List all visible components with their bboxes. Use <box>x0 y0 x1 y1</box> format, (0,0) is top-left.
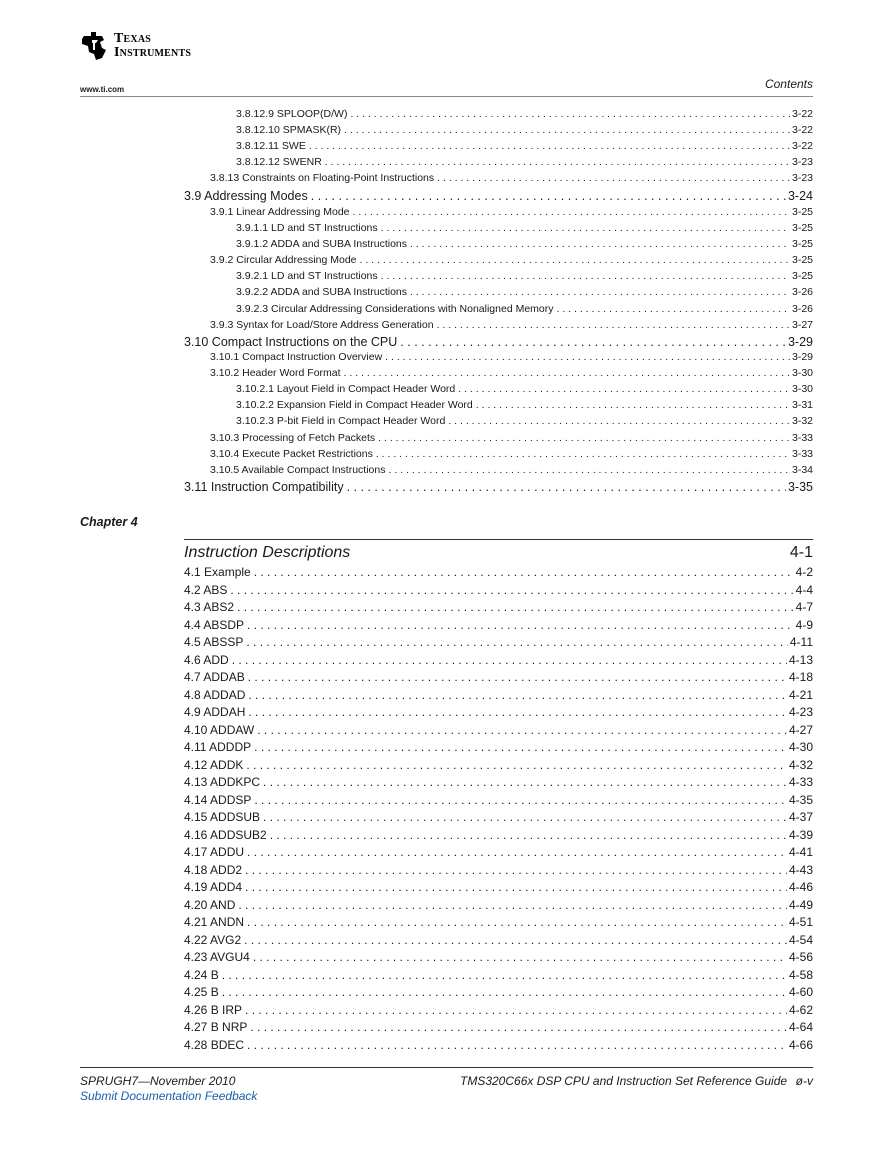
toc-entry-label: 4.7 ADDAB <box>184 670 245 684</box>
toc-entry-label: 4.27 B NRP <box>184 1020 248 1034</box>
toc-entry-page: 3-30 <box>791 367 813 379</box>
toc-entry[interactable] <box>184 740 813 754</box>
toc-entry-label: 3.8.12.9 SPLOOP(D/W) <box>236 108 348 120</box>
toc-entry-label: 3.10.1 Compact Instruction Overview <box>210 351 383 363</box>
toc-entry-page: 4-9 <box>795 617 813 632</box>
toc-entry[interactable] <box>236 399 813 411</box>
toc-entry[interactable] <box>184 565 813 579</box>
toc-entry-page: 3-25 <box>791 206 813 218</box>
toc-entry[interactable] <box>236 238 813 250</box>
toc-leader-dots <box>222 985 787 999</box>
toc-entry[interactable] <box>184 793 813 807</box>
toc-entry[interactable] <box>210 464 813 476</box>
toc-entry[interactable] <box>210 319 813 331</box>
toc-entry[interactable] <box>184 863 813 877</box>
toc-leader-dots <box>263 810 787 824</box>
toc-entry-page: 4-33 <box>788 775 813 789</box>
toc-entry-label: 4.23 AVGU4 <box>184 950 250 964</box>
toc-entry[interactable] <box>236 140 813 152</box>
toc-entry-label: 4.26 B IRP <box>184 1002 243 1017</box>
toc-leader-dots <box>376 448 790 460</box>
toc-leader-dots <box>378 432 790 444</box>
toc-leader-dots <box>263 775 787 789</box>
toc-entry-page: 3-26 <box>791 286 813 298</box>
toc-entry-label: 3.8.12.11 SWE <box>236 140 306 152</box>
toc-entry-page: 4-4 <box>795 582 813 597</box>
feedback-link[interactable]: Submit Documentation Feedback <box>80 1089 258 1103</box>
toc-entry-page: 3-25 <box>791 270 813 282</box>
toc-entry-label: 4.28 BDEC <box>184 1037 245 1052</box>
toc-entry-label: 3.9.2.3 Circular Addressing Considerations with Nonaligned Memory <box>236 303 554 315</box>
toc-leader-dots <box>245 863 787 877</box>
toc-entry[interactable] <box>184 1038 813 1052</box>
toc-entry[interactable] <box>210 206 813 218</box>
toc-entry-page: 3-29 <box>787 335 813 349</box>
toc-entry-page: 4-7 <box>795 600 813 614</box>
toc-entry-page: 4-2 <box>795 565 813 579</box>
toc-entry-label: 3.8.12.10 SPMASK(R) <box>236 124 342 136</box>
toc-leader-dots <box>248 705 787 719</box>
toc-leader-dots <box>410 238 790 250</box>
toc-leader-dots <box>325 156 790 168</box>
toc-entry-page: 4-32 <box>788 757 813 772</box>
ti-logo <box>80 28 191 64</box>
toc-entry-label: 4.4 ABSDP <box>184 617 245 632</box>
toc-leader-dots <box>400 335 786 349</box>
toc-entry-page: 4-58 <box>788 967 813 982</box>
toc-entry[interactable] <box>236 286 813 298</box>
toc-leader-dots <box>246 758 787 772</box>
toc-entry-page: 3-34 <box>791 464 813 476</box>
toc-entry-label: 4.1 Example <box>184 565 251 579</box>
toc-entry-page: 4-62 <box>788 1002 813 1017</box>
toc-leader-dots <box>437 319 790 331</box>
toc-entry-label: 3.9.1.1 LD and ST Instructions <box>236 222 378 234</box>
toc-leader-dots <box>476 399 790 411</box>
toc-leader-dots <box>247 1038 787 1052</box>
toc-leader-dots <box>247 845 787 859</box>
toc-entry-page: 4-46 <box>788 880 813 894</box>
toc-leader-dots <box>247 618 794 632</box>
toc-leader-dots <box>254 565 794 579</box>
toc-entry-label: 3.10.3 Processing of Fetch Packets <box>210 432 376 444</box>
toc-leader-dots <box>360 254 790 266</box>
toc-leader-dots <box>230 583 793 597</box>
toc-entry-page: 4-43 <box>788 862 813 877</box>
toc-entry[interactable] <box>236 303 813 315</box>
toc-entry[interactable] <box>184 653 813 667</box>
toc-entry[interactable] <box>184 688 813 702</box>
toc-entry-label: 3.10.5 Available Compact Instructions <box>210 464 386 476</box>
toc-entry-label: 4.22 AVG2 <box>184 932 242 947</box>
toc-leader-dots <box>448 415 790 427</box>
toc-entry-page: 4-23 <box>788 705 813 719</box>
toc-leader-dots <box>353 206 790 218</box>
toc-entry-page: 3-24 <box>787 189 813 203</box>
toc-entry-page: 3-23 <box>791 156 813 168</box>
toc-entry[interactable] <box>184 898 813 912</box>
chapter-rule <box>184 539 813 540</box>
toc-entry[interactable] <box>236 270 813 282</box>
toc-entry-page: 4-66 <box>788 1037 813 1052</box>
toc-entry-label: 4.16 ADDSUB2 <box>184 827 267 842</box>
toc-entry[interactable] <box>184 968 813 982</box>
toc-entry-label: 4.3 ABS2 <box>184 600 235 614</box>
toc-entry-page: 3-25 <box>791 222 813 234</box>
toc-leader-dots <box>410 286 790 298</box>
toc-entry[interactable] <box>184 335 813 349</box>
toc-entry-page: 4-11 <box>789 635 813 649</box>
toc-entry[interactable] <box>184 915 813 929</box>
toc-entry-label: 3.9 Addressing Modes <box>184 189 308 203</box>
toc-entry[interactable] <box>184 600 813 614</box>
toc-entry[interactable] <box>184 723 813 737</box>
toc-entry-page: 3-33 <box>791 448 813 460</box>
toc-entry[interactable] <box>236 415 813 427</box>
chapter-title: Instruction Descriptions <box>184 544 351 561</box>
toc-leader-dots <box>385 351 790 363</box>
toc-entry-label: 4.18 ADD2 <box>184 862 243 877</box>
toc-entry[interactable] <box>184 933 813 947</box>
toc-entry-page: 3-23 <box>791 172 813 184</box>
toc-entry-page: 3-25 <box>791 238 813 250</box>
toc-entry[interactable] <box>184 880 813 894</box>
toc-entry-page: 4-60 <box>788 985 813 999</box>
logo-line1: Texas <box>114 31 152 46</box>
toc-entry[interactable] <box>210 172 813 184</box>
toc-entry[interactable] <box>184 775 813 789</box>
toc-entry-label: 3.10.2.1 Layout Field in Compact Header Word <box>236 383 456 395</box>
toc-entry-label: 4.17 ADDU <box>184 845 245 859</box>
toc-entry-page: 4-64 <box>788 1020 813 1034</box>
toc-entry-label: 4.12 ADDK <box>184 757 244 772</box>
logo-line2: Instruments <box>114 45 192 60</box>
toc-entry-page: 3-22 <box>791 124 813 136</box>
toc-entry-label: 3.10.4 Execute Packet Restrictions <box>210 448 373 460</box>
toc-leader-dots <box>244 933 787 947</box>
toc-leader-dots <box>238 898 787 912</box>
toc-entry[interactable] <box>184 950 813 964</box>
toc-entry-page: 4-37 <box>788 810 813 824</box>
toc-leader-dots <box>309 140 790 152</box>
toc-entry[interactable] <box>184 810 813 824</box>
toc-entry[interactable] <box>184 758 813 772</box>
toc-entry-page: 4-54 <box>788 932 813 947</box>
toc-entry[interactable] <box>184 705 813 719</box>
footer-rule <box>80 1067 813 1068</box>
toc-leader-dots <box>458 383 790 395</box>
toc-entry-label: 3.9.3 Syntax for Load/Store Address Generation <box>210 319 434 331</box>
toc-leader-dots <box>344 367 790 379</box>
toc-entry-page: 4-56 <box>788 950 813 964</box>
toc-entry-label: 3.9.1.2 ADDA and SUBA Instructions <box>236 238 408 250</box>
toc-entry[interactable] <box>236 108 813 120</box>
toc-entry-page: 4-49 <box>788 897 813 912</box>
toc-entry-label: 3.9.2 Circular Addressing Mode <box>210 254 357 266</box>
toc-entry-label: 4.8 ADDAD <box>184 687 246 702</box>
toc-entry-label: 3.10.2.2 Expansion Field in Compact Header Word <box>236 399 473 411</box>
toc-leader-dots <box>222 968 787 982</box>
toc-entry-label: 3.10 Compact Instructions on the CPU <box>184 335 398 349</box>
toc-entry-label: 4.21 ANDN <box>184 915 245 929</box>
toc-entry[interactable] <box>184 480 813 494</box>
toc-entry[interactable] <box>236 383 813 395</box>
toc-entry-label: 4.9 ADDAH <box>184 705 246 719</box>
toc-entry[interactable] <box>184 189 813 203</box>
toc-entry-label: 4.15 ADDSUB <box>184 810 261 824</box>
toc-entry-page: 3-32 <box>791 415 813 427</box>
toc-entry-page: 4-18 <box>788 670 813 684</box>
chapter-page: 4-1 <box>789 544 813 561</box>
toc-leader-dots <box>250 1020 787 1034</box>
toc-leader-dots <box>245 1003 787 1017</box>
toc-entry-label: 3.11 Instruction Compatibility <box>184 480 344 494</box>
toc-entry-label: 4.6 ADD <box>184 652 229 667</box>
toc-entry-page: 3-25 <box>791 254 813 266</box>
footer-doc-title: TMS320C66x DSP CPU and Instruction Set Reference Guide <box>460 1074 788 1088</box>
toc-entry[interactable] <box>184 1020 813 1034</box>
toc-leader-dots <box>347 480 786 494</box>
toc-entry[interactable] <box>210 351 813 363</box>
toc-leader-dots <box>248 688 787 702</box>
toc-entry-page: 3-33 <box>791 432 813 444</box>
toc-leader-dots <box>557 303 790 315</box>
toc-entry-page: 4-39 <box>788 827 813 842</box>
toc-entry-page: 3-22 <box>791 140 813 152</box>
toc-entry-label: 3.10.2.3 P-bit Field in Compact Header Word <box>236 415 446 427</box>
toc-entry[interactable] <box>184 635 813 649</box>
toc-entry-page: 3-26 <box>791 303 813 315</box>
toc-entry[interactable] <box>184 845 813 859</box>
toc-leader-dots <box>381 222 790 234</box>
toc-entry-page: 3-31 <box>791 399 813 411</box>
toc-entry[interactable] <box>210 448 813 460</box>
toc-entry-page: 4-51 <box>788 915 813 929</box>
toc-entry[interactable] <box>184 985 813 999</box>
toc-entry[interactable] <box>236 124 813 136</box>
toc-entry-label: 4.14 ADDSP <box>184 792 252 807</box>
toc-entry-page: 3-35 <box>787 480 813 494</box>
header-rule <box>80 96 813 97</box>
chapter-label: Chapter 4 <box>80 515 138 529</box>
toc-entry-page: 3-27 <box>791 319 813 331</box>
toc-entry-page: 3-22 <box>791 108 813 120</box>
toc-leader-dots <box>257 723 787 737</box>
toc-leader-dots <box>245 880 787 894</box>
toc-entry-label: 4.25 B <box>184 985 219 999</box>
toc-entry[interactable] <box>184 828 813 842</box>
toc-entry-page: 4-13 <box>788 652 813 667</box>
toc-entry-label: 3.10.2 Header Word Format <box>210 367 341 379</box>
toc-leader-dots <box>311 189 786 203</box>
ti-logo-icon <box>80 30 108 62</box>
toc-entry-label: 3.9.1 Linear Addressing Mode <box>210 206 350 218</box>
toc-entry[interactable] <box>184 618 813 632</box>
toc-leader-dots <box>437 172 790 184</box>
toc-entry[interactable] <box>210 367 813 379</box>
toc-entry-label: 3.8.13 Constraints on Floating-Point Instructions <box>210 172 435 184</box>
toc-entry-page: 4-35 <box>788 792 813 807</box>
toc-leader-dots <box>344 124 790 136</box>
toc-entry-label: 4.24 B <box>184 967 219 982</box>
toc-leader-dots <box>253 950 787 964</box>
toc-entry-page: 3-29 <box>791 351 813 363</box>
toc-leader-dots <box>237 600 794 614</box>
toc-entry-label: 4.20 AND <box>184 897 236 912</box>
footer-doc-id: SPRUGH7—November 2010 <box>80 1074 236 1088</box>
toc-leader-dots <box>247 915 787 929</box>
toc-leader-dots <box>350 108 790 120</box>
toc-entry-page: 4-41 <box>788 845 813 859</box>
toc-entry[interactable] <box>236 156 813 168</box>
toc-entry-label: 4.19 ADD4 <box>184 880 243 894</box>
toc-entry[interactable] <box>210 432 813 444</box>
toc-entry-label: 4.5 ABSSP <box>184 635 244 649</box>
toc-entry-page: 4-30 <box>788 740 813 754</box>
toc-entry[interactable] <box>184 670 813 684</box>
toc-entry-page: 4-27 <box>788 722 813 737</box>
toc-entry-label: 3.8.12.12 SWENR <box>236 156 322 168</box>
toc-entry[interactable] <box>184 1003 813 1017</box>
toc-entry-label: 4.10 ADDAW <box>184 722 255 737</box>
toc-entry-label: 4.13 ADDKPC <box>184 775 261 789</box>
toc-entry-label: 3.9.2.1 LD and ST Instructions <box>236 270 378 282</box>
running-header: Contents <box>764 77 813 91</box>
toc-entry-page: 3-30 <box>791 383 813 395</box>
toc-entry-label: 3.9.2.2 ADDA and SUBA Instructions <box>236 286 408 298</box>
toc-leader-dots <box>254 793 787 807</box>
footer-page-number: ø-v <box>795 1074 813 1088</box>
toc-leader-dots <box>248 670 787 684</box>
toc-entry[interactable] <box>184 583 813 597</box>
ti-wordmark <box>114 32 191 60</box>
toc-leader-dots <box>270 828 787 842</box>
toc-leader-dots <box>232 653 787 667</box>
toc-entry-label: 4.2 ABS <box>184 582 228 597</box>
toc-entry-label: 4.11 ADDDP <box>184 740 252 754</box>
toc-leader-dots <box>246 635 787 649</box>
toc-entry[interactable] <box>210 254 813 266</box>
toc-entry[interactable] <box>236 222 813 234</box>
chapter-heading[interactable] <box>184 544 813 562</box>
toc-entry-page: 4-21 <box>788 687 813 702</box>
site-url[interactable]: www.ti.com <box>80 85 125 94</box>
toc-leader-dots <box>389 464 790 476</box>
toc-leader-dots <box>254 740 787 754</box>
toc-leader-dots <box>381 270 790 282</box>
